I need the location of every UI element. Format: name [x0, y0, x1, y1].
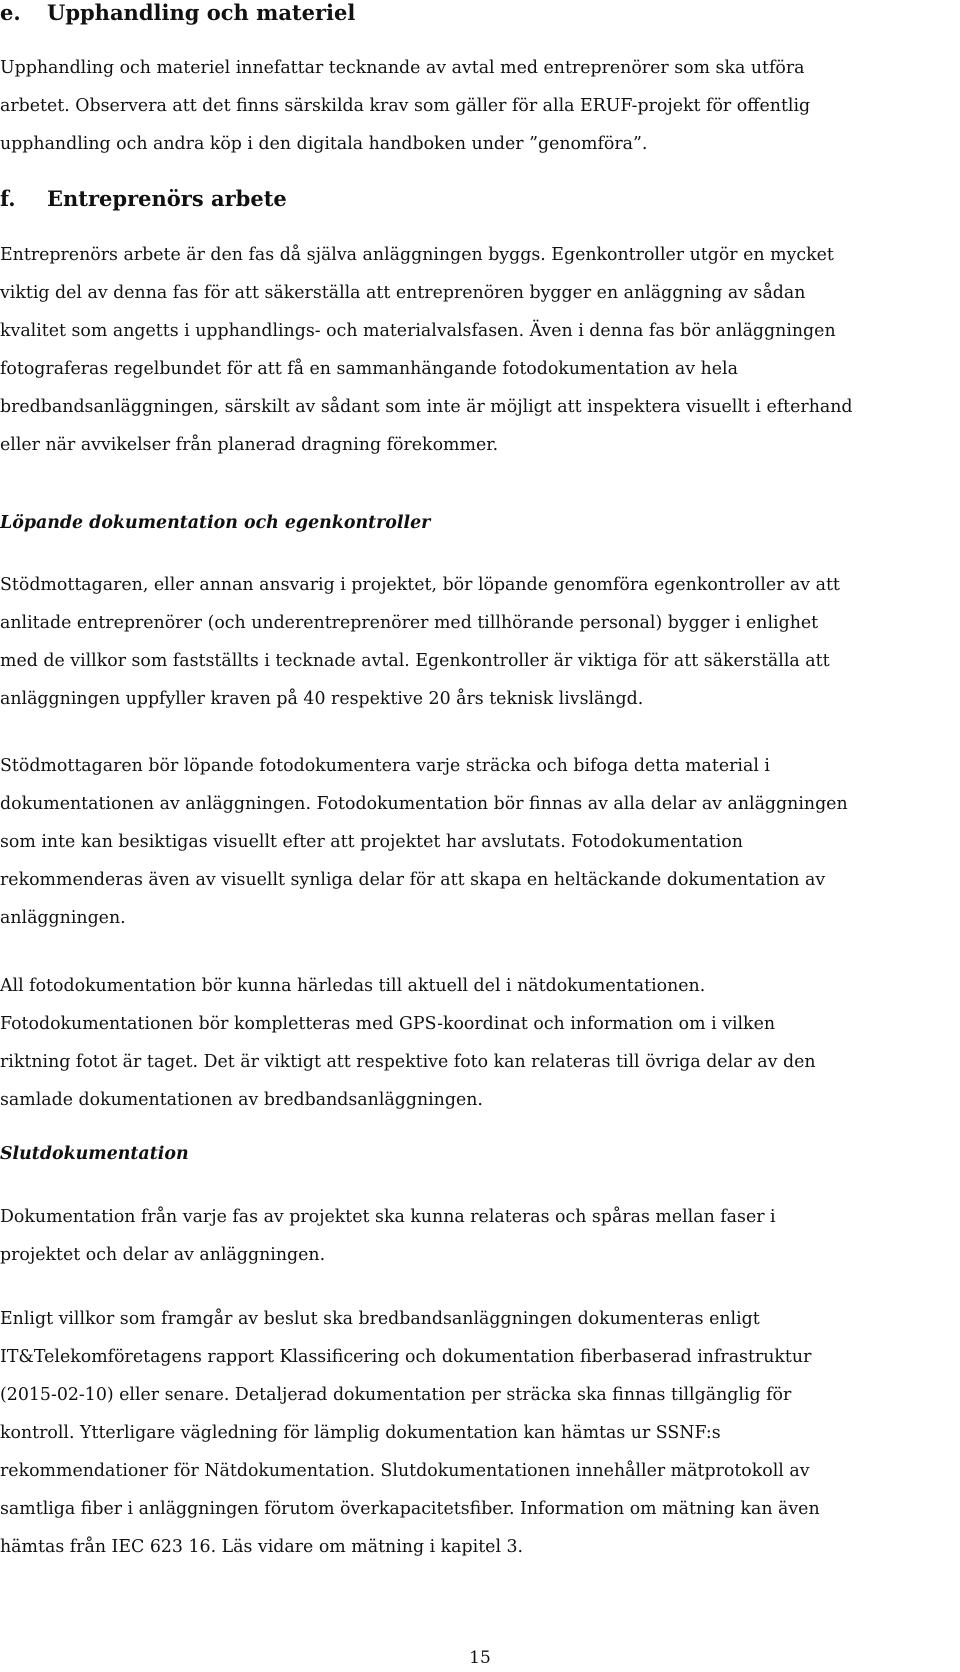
section-title: Entreprenörs arbete: [47, 186, 287, 211]
text-line: Entreprenörs arbete är den fas då själva anläggningen byggs. Egenkontroller utgör en mycket: [0, 245, 834, 265]
text-line: upphandling och andra köp i den digitala handboken under ”genomföra”.: [0, 134, 648, 154]
text-line: Dokumentation från varje fas av projektet ska kunna relateras och spåras mellan faser i: [0, 1207, 776, 1227]
text-line: (2015-02-10) eller senare. Detaljerad dokumentation per sträcka ska finnas tillgänglig för: [0, 1385, 792, 1405]
paragraph-enligt-villkor: [0, 1300, 960, 1566]
paragraph-entreprenors-arbete: [0, 236, 960, 464]
text-line: riktning fotot är taget. Det är viktigt att respektive foto kan relateras till övriga delar av den: [0, 1052, 816, 1072]
text-line: bredbandsanläggningen, särskilt av sådant som inte är möjligt att inspektera visuellt i efterhand: [0, 397, 853, 417]
text-line: anlitade entreprenörer (och underentreprenörer med tillhörande personal) bygger i enlighet: [0, 613, 819, 633]
paragraph-fotodokumentera: [0, 747, 960, 937]
text-line: rekommendationer för Nätdokumentation. Slutdokumentationen innehåller mätprotokoll av: [0, 1461, 810, 1481]
text-line: viktig del av denna fas för att säkerställa att entreprenören bygger en anläggning av sådan: [0, 283, 806, 303]
paragraph-fotodokumentation-gps: [0, 967, 960, 1119]
text-line: kvalitet som angetts i upphandlings- och materialvalsfasen. Även i denna fas bör anläggningen: [0, 321, 836, 341]
section-heading-f: [0, 186, 287, 212]
section-title: Upphandling och materiel: [47, 0, 356, 25]
text-line: kontroll. Ytterligare vägledning för lämplig dokumentation kan hämtas ur SSNF:s: [0, 1423, 721, 1443]
text-line: dokumentationen av anläggningen. Fotodokumentation bör finnas av alla delar av anläggningen: [0, 794, 848, 814]
text-line: All fotodokumentation bör kunna härledas till aktuell del i nätdokumentationen.: [0, 976, 706, 996]
text-line: projektet och delar av anläggningen.: [0, 1245, 326, 1265]
paragraph-dokumentation-fas: [0, 1198, 960, 1274]
page-number: 15: [469, 1648, 491, 1668]
section-marker: f.: [0, 186, 16, 211]
subheading-lopande: Löpande dokumentation och egenkontroller: [0, 513, 431, 533]
section-marker: e.: [0, 0, 21, 25]
section-heading-e: [0, 0, 355, 26]
text-line: IT&Telekomföretagens rapport Klassificering och dokumentation fiberbaserad infrastruktur: [0, 1347, 812, 1367]
text-line: som inte kan besiktigas visuellt efter att projektet har avslutats. Fotodokumentation: [0, 832, 743, 852]
text-line: anläggningen uppfyller kraven på 40 respektive 20 års teknisk livslängd.: [0, 689, 644, 709]
text-line: med de villkor som fastställts i tecknade avtal. Egenkontroller är viktiga för att säkerställa att: [0, 651, 830, 671]
text-line: Stödmottagaren, eller annan ansvarig i projektet, bör löpande genomföra egenkontroller av att: [0, 575, 840, 595]
text-line: rekommenderas även av visuellt synliga delar för att skapa en heltäckande dokumentation av: [0, 870, 826, 890]
text-line: anläggningen.: [0, 908, 126, 928]
subheading-slutdokumentation: Slutdokumentation: [0, 1144, 189, 1164]
text-line: Stödmottagaren bör löpande fotodokumentera varje sträcka och bifoga detta material i: [0, 756, 770, 776]
paragraph-egenkontroller: [0, 566, 960, 718]
text-line: Enligt villkor som framgår av beslut ska bredbandsanläggningen dokumenteras enligt: [0, 1309, 760, 1329]
text-line: arbetet. Observera att det finns särskilda krav som gäller för alla ERUF-projekt för offentlig: [0, 96, 811, 116]
text-line: samtliga fiber i anläggningen förutom överkapacitetsfiber. Information om mätning kan även: [0, 1499, 820, 1519]
text-line: hämtas från IEC 623 16. Läs vidare om mätning i kapitel 3.: [0, 1537, 524, 1557]
text-line: eller när avvikelser från planerad dragning förekommer.: [0, 435, 499, 455]
text-line: Upphandling och materiel innefattar tecknande av avtal med entreprenörer som ska utföra: [0, 58, 805, 78]
text-line: samlade dokumentationen av bredbandsanläggningen.: [0, 1090, 483, 1110]
text-line: Fotodokumentationen bör kompletteras med GPS-koordinat och information om i vilken: [0, 1014, 776, 1034]
paragraph-upphandling: [0, 49, 960, 163]
text-line: fotograferas regelbundet för att få en sammanhängande fotodokumentation av hela: [0, 359, 738, 379]
